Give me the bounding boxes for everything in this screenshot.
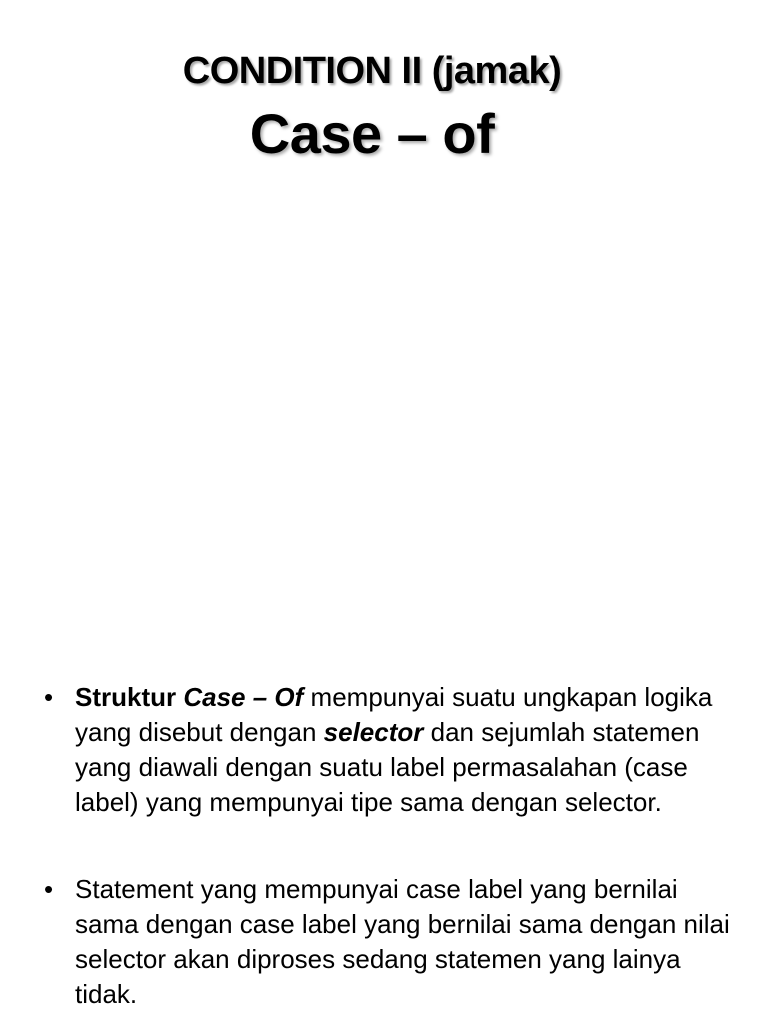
bullet-text: dan sejumlah statemen yang diawali dengan suatu label permasalahan (case label) yang mempunyai tipe sama dengan selector. [75, 717, 700, 817]
bullet-text-bold: Struktur [75, 682, 177, 712]
slide-title [0, 44, 744, 170]
bullet-text: Statement yang mempunyai case label yang bernilai sama dengan case label yang bernilai sama dengan nilai selector akan diproses sedang statemen yang lainya tidak. [75, 874, 730, 1009]
bullet-dot-icon: • [44, 874, 54, 904]
bullet-dot-icon: • [44, 682, 54, 712]
bullet-text: mempunyai suatu ungkapan logika yang disebut dengan [75, 682, 713, 747]
title-line-1: CONDITION II (jamak) [182, 50, 562, 92]
bullet-text-bold-italic: Case – Of [183, 682, 304, 712]
bullet-text-selector: selector [323, 717, 424, 747]
title-line-2: Case – of [249, 102, 495, 165]
bullet-item [44, 680, 734, 820]
bullet-list [44, 680, 734, 1024]
bullet-item [44, 872, 734, 1012]
